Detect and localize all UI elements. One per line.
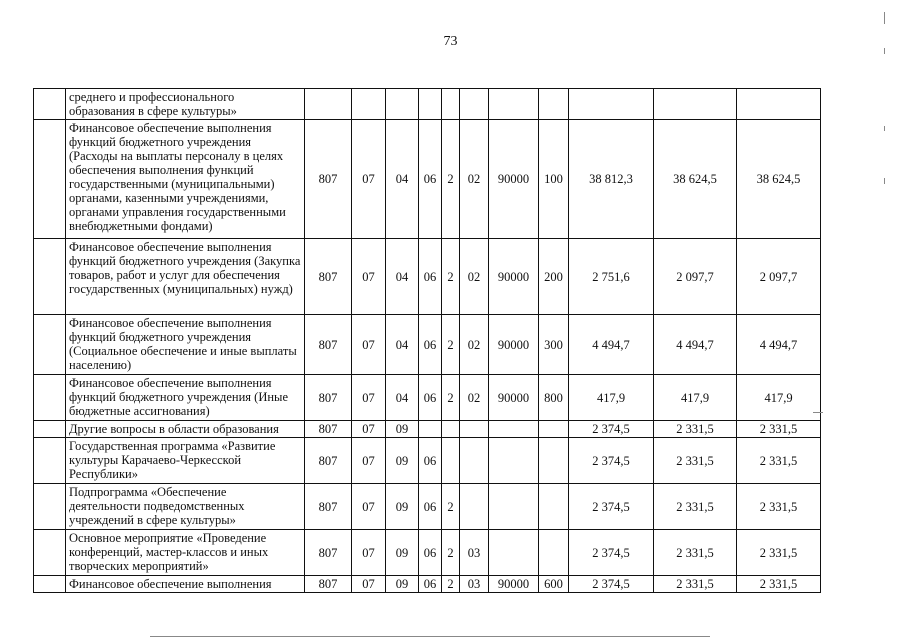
expense-type-code: 600 (539, 576, 569, 593)
amount-year-2: 4 494,7 (654, 315, 737, 375)
event-code (460, 438, 489, 484)
amount-year-3 (737, 89, 821, 120)
direction-code: 90000 (489, 239, 539, 315)
row-description: Другие вопросы в области образования (66, 421, 305, 438)
section-code: 07 (352, 315, 386, 375)
expense-type-code (539, 438, 569, 484)
subsection-code: 04 (386, 315, 419, 375)
amount-year-1: 2 374,5 (569, 530, 654, 576)
event-code (460, 89, 489, 120)
row-description: Финансовое обеспечение выполнения функций бюджетного учреждения (Социальное обеспечение и иные выплаты населению) (66, 315, 305, 375)
table-row (34, 421, 821, 438)
blank-cell (34, 239, 66, 315)
ministry-code (305, 89, 352, 120)
scan-mark (813, 412, 823, 413)
row-description: Финансовое обеспечение выполнения (66, 576, 305, 593)
ministry-code: 807 (305, 315, 352, 375)
event-code: 02 (460, 239, 489, 315)
blank-cell (34, 421, 66, 438)
subprogram-code: 2 (442, 576, 460, 593)
scan-mark (884, 12, 885, 24)
program-code: 06 (419, 315, 442, 375)
direction-code: 90000 (489, 576, 539, 593)
subprogram-code: 2 (442, 239, 460, 315)
direction-code: 90000 (489, 120, 539, 239)
subprogram-code: 2 (442, 484, 460, 530)
event-code: 03 (460, 576, 489, 593)
subprogram-code: 2 (442, 530, 460, 576)
amount-year-1: 2 374,5 (569, 576, 654, 593)
amount-year-2: 2 331,5 (654, 530, 737, 576)
blank-cell (34, 530, 66, 576)
program-code: 06 (419, 239, 442, 315)
subsection-code (386, 89, 419, 120)
section-code (352, 89, 386, 120)
direction-code (489, 421, 539, 438)
amount-year-3: 2 097,7 (737, 239, 821, 315)
section-code: 07 (352, 421, 386, 438)
table-row (34, 375, 821, 421)
ministry-code: 807 (305, 438, 352, 484)
table-row (34, 239, 821, 315)
event-code: 02 (460, 315, 489, 375)
amount-year-2: 417,9 (654, 375, 737, 421)
blank-cell (34, 315, 66, 375)
section-code: 07 (352, 375, 386, 421)
program-code (419, 421, 442, 438)
amount-year-1 (569, 89, 654, 120)
amount-year-2: 38 624,5 (654, 120, 737, 239)
table-row (34, 530, 821, 576)
amount-year-2: 2 331,5 (654, 576, 737, 593)
amount-year-1: 417,9 (569, 375, 654, 421)
row-description: Финансовое обеспечение выполнения функций бюджетного учреждения (Расходы на выплаты персоналу в целях обеспечения выполнения функций государственными (муниципальными) органами, казенными учреждениями, органами управления государственными внебюджетными фондами) (66, 120, 305, 239)
ministry-code: 807 (305, 530, 352, 576)
direction-code: 90000 (489, 375, 539, 421)
subsection-code: 09 (386, 421, 419, 438)
amount-year-2: 2 097,7 (654, 239, 737, 315)
amount-year-3: 2 331,5 (737, 484, 821, 530)
row-description: Финансовое обеспечение выполнения функций бюджетного учреждения (Закупка товаров, работ и услуг для обеспечения государственных (муниципальных) нужд) (66, 239, 305, 315)
blank-cell (34, 120, 66, 239)
amount-year-2: 2 331,5 (654, 484, 737, 530)
amount-year-2 (654, 89, 737, 120)
direction-code (489, 438, 539, 484)
program-code: 06 (419, 530, 442, 576)
table-row (34, 315, 821, 375)
program-code: 06 (419, 484, 442, 530)
row-description: Подпрограмма «Обеспечение деятельности подведомственных учреждений в сфере культуры» (66, 484, 305, 530)
subsection-code: 09 (386, 530, 419, 576)
blank-cell (34, 484, 66, 530)
program-code: 06 (419, 375, 442, 421)
table-row (34, 438, 821, 484)
expense-type-code (539, 484, 569, 530)
expense-type-code: 100 (539, 120, 569, 239)
scan-mark (884, 126, 885, 131)
expense-type-code: 800 (539, 375, 569, 421)
amount-year-3: 2 331,5 (737, 438, 821, 484)
scan-mark (884, 178, 885, 184)
subsection-code: 09 (386, 484, 419, 530)
ministry-code: 807 (305, 239, 352, 315)
program-code: 06 (419, 438, 442, 484)
amount-year-1: 2 374,5 (569, 484, 654, 530)
ministry-code: 807 (305, 484, 352, 530)
amount-year-2: 2 331,5 (654, 421, 737, 438)
amount-year-3: 2 331,5 (737, 530, 821, 576)
section-code: 07 (352, 438, 386, 484)
amount-year-3: 417,9 (737, 375, 821, 421)
direction-code: 90000 (489, 315, 539, 375)
page-number: 73 (443, 34, 458, 49)
blank-cell (34, 576, 66, 593)
subprogram-code (442, 438, 460, 484)
subprogram-code: 2 (442, 120, 460, 239)
direction-code (489, 89, 539, 120)
row-description: среднего и профессионального образования в сфере культуры» (66, 89, 305, 120)
row-description: Финансовое обеспечение выполнения функций бюджетного учреждения (Иные бюджетные ассигнования) (66, 375, 305, 421)
table-row (34, 484, 821, 530)
blank-cell (34, 438, 66, 484)
event-code (460, 421, 489, 438)
direction-code (489, 484, 539, 530)
expense-type-code (539, 421, 569, 438)
amount-year-1: 4 494,7 (569, 315, 654, 375)
blank-cell (34, 89, 66, 120)
amount-year-1: 2 751,6 (569, 239, 654, 315)
section-code: 07 (352, 120, 386, 239)
event-code: 03 (460, 530, 489, 576)
scan-mark (150, 636, 710, 637)
subprogram-code (442, 421, 460, 438)
table-row (34, 576, 821, 593)
amount-year-1: 2 374,5 (569, 421, 654, 438)
amount-year-3: 2 331,5 (737, 576, 821, 593)
subsection-code: 04 (386, 120, 419, 239)
ministry-code: 807 (305, 120, 352, 239)
subprogram-code: 2 (442, 315, 460, 375)
event-code: 02 (460, 120, 489, 239)
table-row (34, 89, 821, 120)
expense-type-code: 300 (539, 315, 569, 375)
ministry-code: 807 (305, 576, 352, 593)
amount-year-2: 2 331,5 (654, 438, 737, 484)
blank-cell (34, 375, 66, 421)
program-code: 06 (419, 120, 442, 239)
amount-year-1: 38 812,3 (569, 120, 654, 239)
table-row (34, 120, 821, 239)
scan-mark (884, 48, 885, 54)
event-code: 02 (460, 375, 489, 421)
amount-year-1: 2 374,5 (569, 438, 654, 484)
row-description: Основное мероприятие «Проведение конференций, мастер-классов и иных творческих мероприятий» (66, 530, 305, 576)
subprogram-code: 2 (442, 375, 460, 421)
subsection-code: 09 (386, 438, 419, 484)
subsection-code: 04 (386, 239, 419, 315)
ministry-code: 807 (305, 375, 352, 421)
subsection-code: 09 (386, 576, 419, 593)
amount-year-3: 2 331,5 (737, 421, 821, 438)
section-code: 07 (352, 484, 386, 530)
program-code: 06 (419, 576, 442, 593)
section-code: 07 (352, 239, 386, 315)
budget-table (33, 88, 821, 593)
expense-type-code (539, 530, 569, 576)
subsection-code: 04 (386, 375, 419, 421)
event-code (460, 484, 489, 530)
expense-type-code (539, 89, 569, 120)
expense-type-code: 200 (539, 239, 569, 315)
subprogram-code (442, 89, 460, 120)
section-code: 07 (352, 576, 386, 593)
amount-year-3: 4 494,7 (737, 315, 821, 375)
section-code: 07 (352, 530, 386, 576)
row-description: Государственная программа «Развитие культуры Карачаево-Черкесской Республики» (66, 438, 305, 484)
amount-year-3: 38 624,5 (737, 120, 821, 239)
ministry-code: 807 (305, 421, 352, 438)
direction-code (489, 530, 539, 576)
program-code (419, 89, 442, 120)
